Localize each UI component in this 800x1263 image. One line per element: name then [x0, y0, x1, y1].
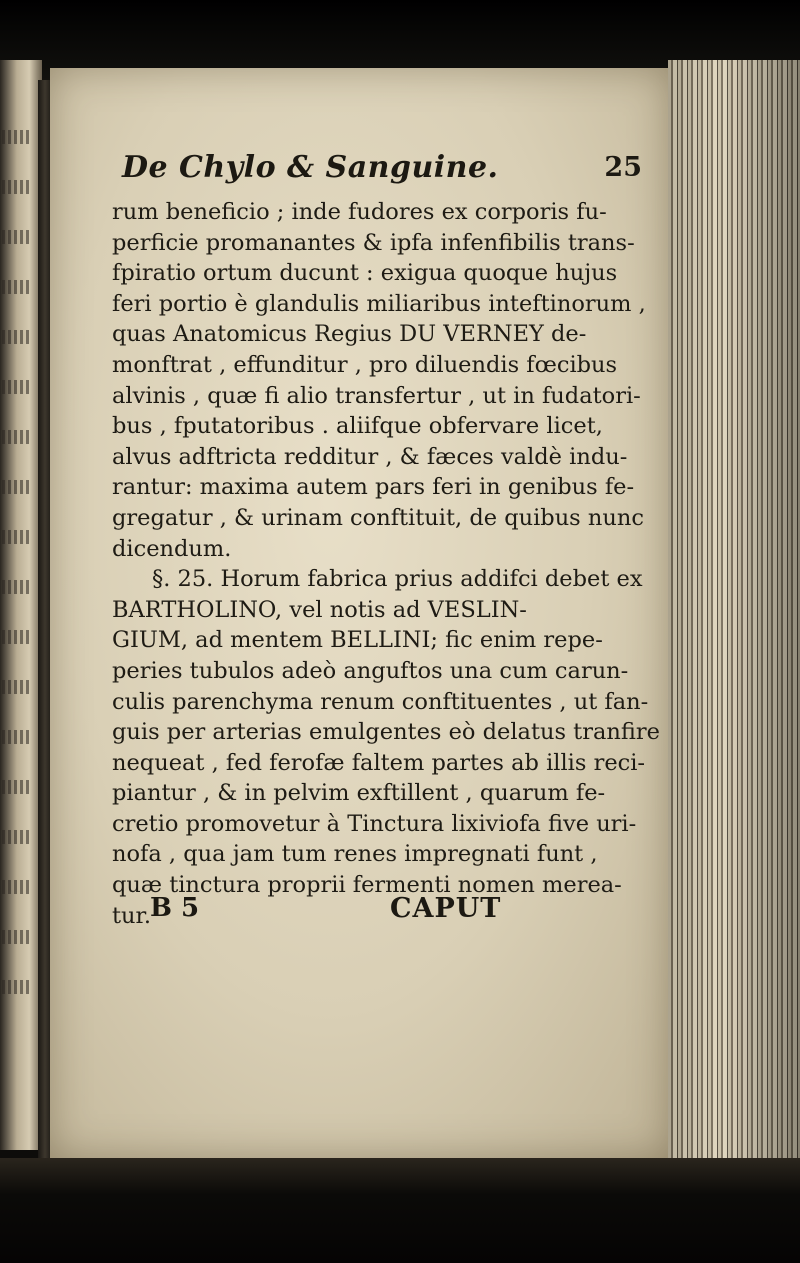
text-line: GIUM, ad mentem BELLINI; fic enim repe- [112, 627, 603, 654]
catchword: CAPUT [390, 893, 502, 924]
text-line: piantur , & in pelvim exftillent , quarum fe- [112, 780, 606, 807]
text-line: nequeat , fed ferofæ faltem partes ab illis reci- [112, 749, 646, 776]
text-line: quas Anatomicus Regius DU VERNEY de- [112, 321, 587, 348]
text-line: guis per arterias emulgentes eò delatus tranfire [112, 719, 660, 746]
text-line: nofa , qua jam tum renes impregnati funt , [112, 841, 598, 868]
text-line: bus , fputatoribus . aliifque obfervare licet, [112, 413, 603, 440]
text-line: gregatur , & urinam conftituit, de quibus nunc [112, 504, 644, 531]
text-line: rum beneficio ; inde fudores ex corporis fu- [112, 199, 607, 225]
text-line: perficie promanantes & ipfa infenfibilis trans- [112, 229, 635, 256]
text-line: alvus adftricta redditur , & fæces valdè indu- [112, 443, 628, 470]
text-line: fpiratio ortum ducunt : exigua quoque hujus [112, 260, 618, 287]
text-line: dicendum. [112, 535, 232, 562]
page-footer [150, 893, 630, 933]
text-line: peries tubulos adeò anguftos una cum carun- [112, 657, 629, 684]
text-line: rantur: maxima autem pars feri in genibus fe- [112, 474, 635, 501]
text-line: tur. [112, 902, 151, 929]
text-line: feri portio è glandulis miliaribus inteftinorum , [112, 290, 646, 317]
text-line: BARTHOLINO, vel notis ad VESLIN- [112, 596, 527, 623]
body-text [112, 197, 672, 931]
facing-page-edge [0, 60, 42, 1150]
page-header [122, 150, 642, 190]
text-line: cretio promovetur à Tinctura lixiviofa five uri- [112, 810, 637, 837]
text-line: monftrat , effunditur , pro diluendis fœcibus [112, 351, 618, 378]
running-title: De Chylo & Sanguine. [122, 150, 499, 185]
background-bottom [0, 1158, 800, 1263]
page-stack-edge [668, 60, 800, 1160]
signature-mark: B 5 [150, 893, 200, 923]
text-line: quæ tinctura proprii fermenti nomen merea- [112, 872, 622, 899]
text-line: alvinis , quæ fi alio transfertur , ut in fudatori- [112, 382, 641, 409]
text-line: culis parenchyma renum conftituentes , ut fan- [112, 688, 649, 715]
paragraph-start: §. 25. Horum fabrica prius addifci debet ex [152, 566, 643, 593]
page-number: 25 [604, 152, 642, 183]
